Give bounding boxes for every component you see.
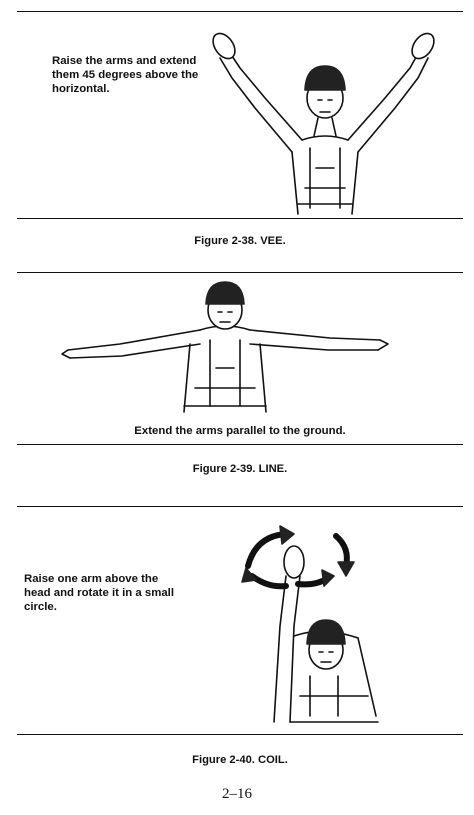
rule-4 [17,506,463,507]
vee-signal-illustration [210,28,435,214]
line-instruction: Extend the arms parallel to the ground. [134,425,346,437]
vee-instruction: Raise the arms and extend them 45 degrees above the horizontal. [52,55,199,95]
figure-2-40-caption: Figure 2-40. COIL. [192,754,288,766]
coil-instruction: Raise one arm above the head and rotate it in a small circle. [24,573,175,613]
rule-1 [17,218,463,219]
rule-3 [17,444,463,445]
coil-signal-illustration [238,526,398,730]
figure-2-39-caption: Figure 2-39. LINE. [192,463,288,475]
rule-2 [17,272,463,273]
top-rule [17,11,463,12]
figure-2-38-caption: Figure 2-38. VEE. [194,235,286,247]
page-number: 2–16 [222,786,252,802]
line-signal-illustration [60,278,390,418]
rule-5 [17,734,463,735]
